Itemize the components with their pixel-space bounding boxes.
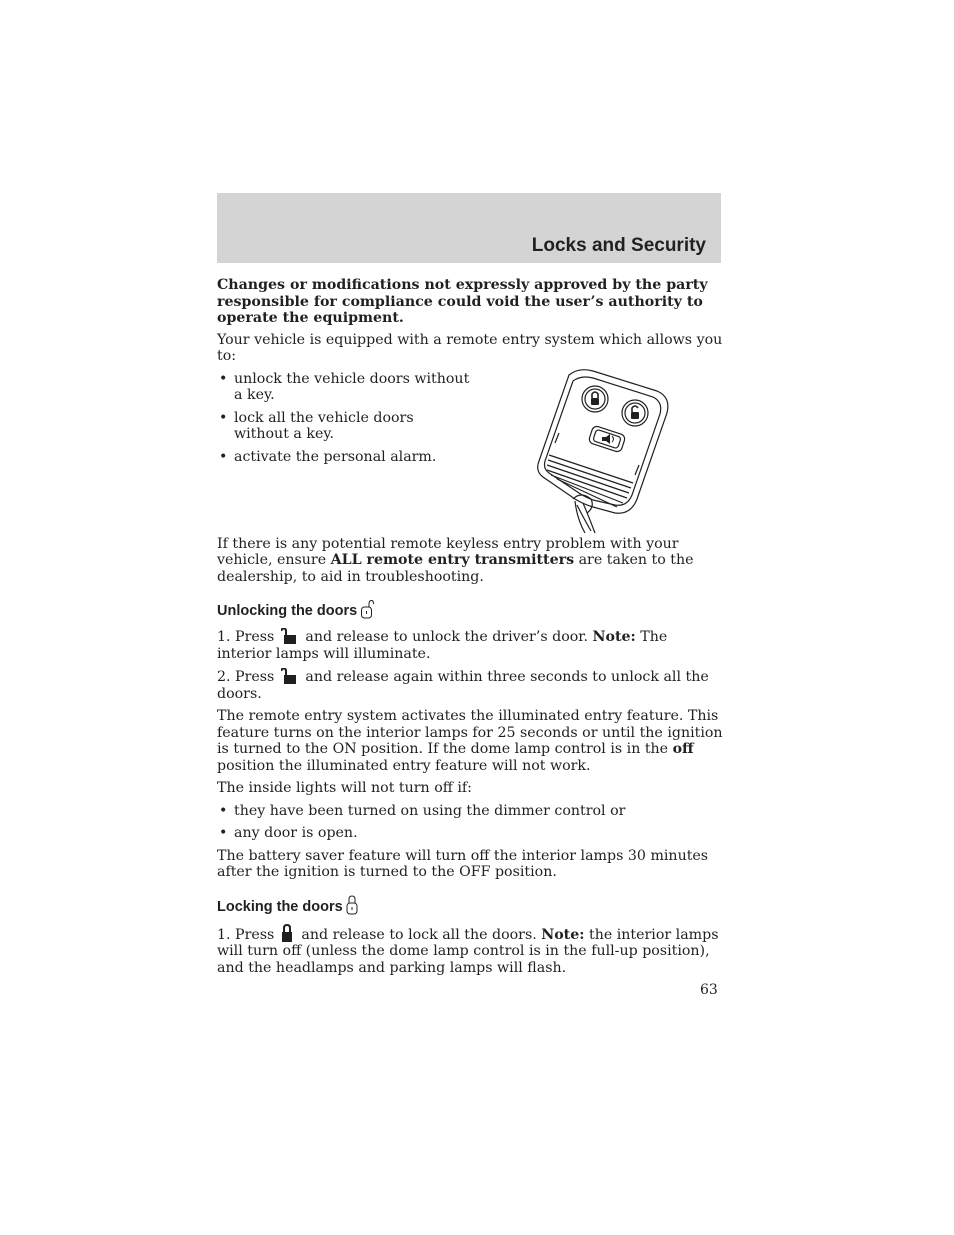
feature-list	[217, 371, 472, 466]
problem-text: If there is any potential remote keyless entry problem with your vehicle, ensure	[217, 535, 679, 568]
unlock-outline-icon	[360, 599, 374, 619]
step-text: 2. Press	[217, 669, 275, 685]
unlocking-heading-text: Unlocking the doors	[217, 603, 358, 619]
paragraph-text: position the illuminated entry feature will not work.	[217, 757, 591, 774]
step-text: and release to lock all the doors.	[301, 926, 542, 943]
step-text: The interior lamps will illuminate.	[217, 629, 668, 662]
inside-lights-lead: The inside lights will not turn off if:	[217, 780, 472, 796]
list-item: • they have been turned on using the dimmer control or	[217, 803, 723, 820]
section-header-band	[217, 193, 721, 263]
note-label: Note:	[592, 629, 636, 645]
list-item: • activate the personal alarm.	[217, 449, 472, 466]
locking-heading	[217, 895, 723, 916]
problem-emphasis: ALL remote entry transmitters	[330, 552, 575, 568]
unlock-button-icon	[281, 628, 297, 644]
step-text: 1. Press	[217, 926, 275, 943]
page-number: 63	[700, 982, 718, 998]
lock-outline-icon	[346, 895, 358, 915]
fcc-warning: Changes or modifications not expressly approved by the party responsible for compliance could void the user’s authority to operate the equipment.	[217, 277, 708, 326]
list-item: • lock all the vehicle doors without a key.	[217, 410, 472, 443]
lock-button-icon	[281, 924, 293, 942]
intro-lead: Your vehicle is equipped with a remote entry system which allows you to:	[217, 331, 723, 364]
inside-lights-list	[217, 803, 723, 842]
section-title: Locks and Security	[531, 235, 706, 256]
paragraph-text: The remote entry system activates the illuminated entry feature. This feature turns on the interior lamps for 25 seconds or until the ignition is turned to the ON position. If the dome lamp control is in the	[217, 708, 723, 757]
step-text: the interior lamps will turn off (unless the dome lamp control is in the full-up position), and the headlamps and parking lamps will flash.	[217, 926, 719, 976]
unlock-button-icon	[281, 668, 297, 684]
step-text: and release again within three seconds to unlock all the doors.	[217, 669, 709, 702]
unlock-step-2	[217, 668, 723, 702]
lock-step-1	[217, 924, 723, 977]
step-text: and release to unlock the driver’s door.	[305, 629, 593, 645]
unlock-step-1	[217, 628, 723, 662]
problem-text: are taken to the dealership, to aid in troubleshooting.	[217, 552, 694, 585]
remote-transmitter-illustration	[535, 367, 675, 537]
problem-paragraph	[217, 536, 723, 586]
paragraph-emphasis: off	[672, 741, 694, 757]
battery-saver-paragraph: The battery saver feature will turn off the interior lamps 30 minutes after the ignition is turned to the OFF position.	[217, 847, 709, 880]
intro-bullets-and-illustration	[217, 371, 723, 536]
note-label: Note:	[541, 926, 585, 943]
page-content	[217, 277, 723, 982]
list-item: • any door is open.	[217, 825, 723, 842]
unlocking-heading	[217, 599, 723, 620]
locking-heading-text: Locking the doors	[217, 898, 343, 915]
step-text: 1. Press	[217, 629, 275, 645]
list-item: • unlock the vehicle doors without a key.	[217, 371, 472, 404]
illuminated-entry-paragraph	[217, 708, 723, 774]
